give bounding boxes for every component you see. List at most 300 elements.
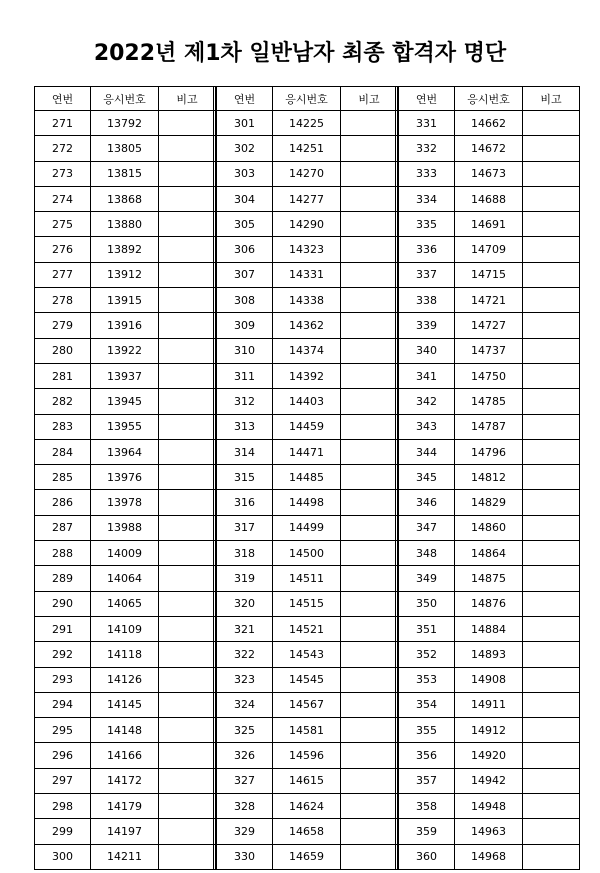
- serial-number-cell: 313: [217, 414, 273, 439]
- serial-number-cell: 338: [399, 288, 455, 313]
- remarks-cell: [341, 718, 398, 743]
- table-row: [35, 768, 216, 793]
- table-header-row: [217, 87, 398, 111]
- serial-number-cell: 292: [35, 642, 91, 667]
- exam-number-cell: 13912: [91, 262, 159, 287]
- serial-number-cell: 304: [217, 186, 273, 211]
- remarks-cell: [523, 439, 580, 464]
- serial-number-cell: 317: [217, 515, 273, 540]
- table-row: [399, 692, 580, 717]
- exam-number-cell: 14225: [273, 111, 341, 136]
- table-row: [35, 667, 216, 692]
- remarks-cell: [159, 136, 216, 161]
- serial-number-cell: 284: [35, 439, 91, 464]
- table-row: [217, 718, 398, 743]
- exam-number-cell: 13945: [91, 389, 159, 414]
- serial-number-cell: 285: [35, 465, 91, 490]
- remarks-cell: [341, 439, 398, 464]
- exam-number-cell: 14596: [273, 743, 341, 768]
- serial-number-cell: 328: [217, 794, 273, 819]
- serial-number-cell: 310: [217, 338, 273, 363]
- exam-number-cell: 14968: [455, 844, 523, 869]
- header-exam-number: 응시번호: [91, 87, 159, 111]
- remarks-cell: [523, 642, 580, 667]
- exam-number-cell: 14884: [455, 616, 523, 641]
- header-remarks: 비고: [159, 87, 216, 111]
- table-row: [399, 338, 580, 363]
- exam-number-cell: 13955: [91, 414, 159, 439]
- serial-number-cell: 277: [35, 262, 91, 287]
- serial-number-cell: 282: [35, 389, 91, 414]
- remarks-cell: [523, 186, 580, 211]
- table-row: [399, 718, 580, 743]
- remarks-cell: [159, 313, 216, 338]
- serial-number-cell: 291: [35, 616, 91, 641]
- remarks-cell: [341, 465, 398, 490]
- header-remarks: 비고: [341, 87, 398, 111]
- table-row: [399, 389, 580, 414]
- exam-number-cell: 14662: [455, 111, 523, 136]
- remarks-cell: [341, 642, 398, 667]
- table-row: [217, 389, 398, 414]
- remarks-cell: [159, 692, 216, 717]
- table-row: [399, 288, 580, 313]
- exam-number-cell: 14812: [455, 465, 523, 490]
- remarks-cell: [341, 237, 398, 262]
- exam-number-cell: 14251: [273, 136, 341, 161]
- exam-number-cell: 14750: [455, 363, 523, 388]
- remarks-cell: [341, 591, 398, 616]
- remarks-cell: [523, 743, 580, 768]
- page-title: 2022년 제1차 일반남자 최종 합격자 명단: [93, 41, 507, 66]
- serial-number-cell: 305: [217, 212, 273, 237]
- serial-number-cell: 353: [399, 667, 455, 692]
- table-row: [35, 819, 216, 844]
- remarks-cell: [341, 515, 398, 540]
- exam-number-cell: 14545: [273, 667, 341, 692]
- table-row: [217, 844, 398, 869]
- serial-number-cell: 314: [217, 439, 273, 464]
- table-row: [35, 465, 216, 490]
- serial-number-cell: 351: [399, 616, 455, 641]
- exam-number-cell: 14920: [455, 743, 523, 768]
- exam-number-cell: 14009: [91, 541, 159, 566]
- header-serial-number: 연번: [217, 87, 273, 111]
- remarks-cell: [341, 768, 398, 793]
- remarks-cell: [159, 844, 216, 869]
- remarks-cell: [159, 591, 216, 616]
- serial-number-cell: 350: [399, 591, 455, 616]
- table-row: [399, 111, 580, 136]
- table-row: [35, 111, 216, 136]
- exam-number-cell: 14691: [455, 212, 523, 237]
- table-row: [35, 136, 216, 161]
- serial-number-cell: 315: [217, 465, 273, 490]
- remarks-cell: [159, 490, 216, 515]
- exam-number-cell: 14290: [273, 212, 341, 237]
- remarks-cell: [341, 844, 398, 869]
- table-row: [399, 136, 580, 161]
- exam-number-cell: 13815: [91, 161, 159, 186]
- table-row: [35, 718, 216, 743]
- exam-number-cell: 14166: [91, 743, 159, 768]
- header-exam-number: 응시번호: [455, 87, 523, 111]
- remarks-cell: [159, 667, 216, 692]
- exam-number-cell: 14277: [273, 186, 341, 211]
- serial-number-cell: 290: [35, 591, 91, 616]
- table-row: [35, 566, 216, 591]
- remarks-cell: [341, 288, 398, 313]
- table-row: [399, 794, 580, 819]
- table-row: [399, 465, 580, 490]
- table-row: [399, 262, 580, 287]
- serial-number-cell: 295: [35, 718, 91, 743]
- exam-number-cell: 14485: [273, 465, 341, 490]
- serial-number-cell: 279: [35, 313, 91, 338]
- serial-number-cell: 294: [35, 692, 91, 717]
- serial-number-cell: 318: [217, 541, 273, 566]
- exam-number-cell: 14515: [273, 591, 341, 616]
- exam-number-cell: 14688: [455, 186, 523, 211]
- serial-number-cell: 297: [35, 768, 91, 793]
- remarks-cell: [159, 389, 216, 414]
- exam-number-cell: 14942: [455, 768, 523, 793]
- table-row: [35, 642, 216, 667]
- table-row: [399, 844, 580, 869]
- serial-number-cell: 354: [399, 692, 455, 717]
- table-row: [35, 616, 216, 641]
- exam-number-cell: 14211: [91, 844, 159, 869]
- serial-number-cell: 360: [399, 844, 455, 869]
- exam-number-cell: 14672: [455, 136, 523, 161]
- remarks-cell: [159, 262, 216, 287]
- table-row: [217, 490, 398, 515]
- exam-number-cell: 14796: [455, 439, 523, 464]
- exam-number-cell: 14829: [455, 490, 523, 515]
- remarks-cell: [523, 363, 580, 388]
- remarks-cell: [523, 541, 580, 566]
- remarks-cell: [341, 363, 398, 388]
- exam-number-cell: 14860: [455, 515, 523, 540]
- remarks-cell: [341, 161, 398, 186]
- table-row: [217, 819, 398, 844]
- remarks-cell: [341, 313, 398, 338]
- serial-number-cell: 327: [217, 768, 273, 793]
- remarks-cell: [159, 642, 216, 667]
- remarks-cell: [159, 718, 216, 743]
- header-exam-number: 응시번호: [273, 87, 341, 111]
- table-row: [217, 591, 398, 616]
- exam-number-cell: 13976: [91, 465, 159, 490]
- serial-number-cell: 276: [35, 237, 91, 262]
- exam-number-cell: 14065: [91, 591, 159, 616]
- header-serial-number: 연번: [399, 87, 455, 111]
- exam-number-cell: 13937: [91, 363, 159, 388]
- table-row: [35, 313, 216, 338]
- exam-number-cell: 14785: [455, 389, 523, 414]
- table-row: [35, 794, 216, 819]
- remarks-cell: [523, 313, 580, 338]
- serial-number-cell: 316: [217, 490, 273, 515]
- serial-number-cell: 330: [217, 844, 273, 869]
- table-row: [399, 212, 580, 237]
- serial-number-cell: 323: [217, 667, 273, 692]
- serial-number-cell: 357: [399, 768, 455, 793]
- table-row: [35, 161, 216, 186]
- exam-number-cell: 14615: [273, 768, 341, 793]
- exam-number-cell: 14709: [455, 237, 523, 262]
- table-row: [399, 186, 580, 211]
- serial-number-cell: 274: [35, 186, 91, 211]
- exam-number-cell: 14963: [455, 819, 523, 844]
- exam-number-cell: 14126: [91, 667, 159, 692]
- table-row: [399, 642, 580, 667]
- exam-number-cell: 14499: [273, 515, 341, 540]
- exam-number-cell: 14323: [273, 237, 341, 262]
- table-row: [217, 794, 398, 819]
- table-row: [35, 212, 216, 237]
- table-row: [217, 743, 398, 768]
- table-row: [217, 692, 398, 717]
- serial-number-cell: 288: [35, 541, 91, 566]
- remarks-cell: [341, 692, 398, 717]
- table-header-row: [399, 87, 580, 111]
- serial-number-cell: 339: [399, 313, 455, 338]
- remarks-cell: [523, 566, 580, 591]
- remarks-cell: [341, 262, 398, 287]
- serial-number-cell: 320: [217, 591, 273, 616]
- exam-number-cell: 13868: [91, 186, 159, 211]
- remarks-cell: [159, 363, 216, 388]
- remarks-cell: [341, 794, 398, 819]
- serial-number-cell: 302: [217, 136, 273, 161]
- serial-number-cell: 271: [35, 111, 91, 136]
- remarks-cell: [341, 541, 398, 566]
- serial-number-cell: 335: [399, 212, 455, 237]
- serial-number-cell: 343: [399, 414, 455, 439]
- table-row: [35, 338, 216, 363]
- remarks-cell: [159, 288, 216, 313]
- serial-number-cell: 340: [399, 338, 455, 363]
- exam-number-cell: 14908: [455, 667, 523, 692]
- table-row: [217, 465, 398, 490]
- table-row: [35, 844, 216, 869]
- table-row: [399, 566, 580, 591]
- remarks-cell: [159, 541, 216, 566]
- table-row: [217, 642, 398, 667]
- remarks-cell: [159, 819, 216, 844]
- exam-number-cell: 14498: [273, 490, 341, 515]
- remarks-cell: [523, 262, 580, 287]
- serial-number-cell: 334: [399, 186, 455, 211]
- table-row: [399, 490, 580, 515]
- table-row: [35, 743, 216, 768]
- table-row: [217, 616, 398, 641]
- serial-number-cell: 356: [399, 743, 455, 768]
- exam-number-cell: 14659: [273, 844, 341, 869]
- serial-number-cell: 341: [399, 363, 455, 388]
- table-row: [399, 768, 580, 793]
- remarks-cell: [159, 743, 216, 768]
- exam-number-cell: 14787: [455, 414, 523, 439]
- table-row: [217, 768, 398, 793]
- exam-number-cell: 14172: [91, 768, 159, 793]
- remarks-cell: [159, 338, 216, 363]
- serial-number-cell: 275: [35, 212, 91, 237]
- table-row: [35, 186, 216, 211]
- exam-number-cell: 14543: [273, 642, 341, 667]
- remarks-cell: [341, 667, 398, 692]
- table-row: [217, 111, 398, 136]
- exam-number-cell: 14948: [455, 794, 523, 819]
- remarks-cell: [341, 490, 398, 515]
- results-table-3: [398, 86, 580, 870]
- table-row: [217, 136, 398, 161]
- table-row: [399, 667, 580, 692]
- remarks-cell: [523, 591, 580, 616]
- remarks-cell: [159, 616, 216, 641]
- serial-number-cell: 289: [35, 566, 91, 591]
- remarks-cell: [159, 794, 216, 819]
- remarks-cell: [523, 718, 580, 743]
- table-row: [217, 667, 398, 692]
- exam-number-cell: 14270: [273, 161, 341, 186]
- remarks-cell: [523, 844, 580, 869]
- table-row: [399, 439, 580, 464]
- exam-number-cell: 14658: [273, 819, 341, 844]
- serial-number-cell: 325: [217, 718, 273, 743]
- results-table-2: [216, 86, 398, 870]
- table-row: [35, 363, 216, 388]
- table-row: [35, 389, 216, 414]
- exam-number-cell: 13988: [91, 515, 159, 540]
- remarks-cell: [523, 616, 580, 641]
- remarks-cell: [341, 616, 398, 641]
- exam-number-cell: 13915: [91, 288, 159, 313]
- serial-number-cell: 309: [217, 313, 273, 338]
- serial-number-cell: 348: [399, 541, 455, 566]
- remarks-cell: [159, 465, 216, 490]
- serial-number-cell: 337: [399, 262, 455, 287]
- exam-number-cell: 14374: [273, 338, 341, 363]
- serial-number-cell: 347: [399, 515, 455, 540]
- exam-number-cell: 14471: [273, 439, 341, 464]
- exam-number-cell: 14864: [455, 541, 523, 566]
- table-row: [399, 591, 580, 616]
- serial-number-cell: 273: [35, 161, 91, 186]
- exam-number-cell: 14721: [455, 288, 523, 313]
- table-row: [35, 692, 216, 717]
- serial-number-cell: 359: [399, 819, 455, 844]
- serial-number-cell: 333: [399, 161, 455, 186]
- serial-number-cell: 307: [217, 262, 273, 287]
- serial-number-cell: 329: [217, 819, 273, 844]
- serial-number-cell: 301: [217, 111, 273, 136]
- exam-number-cell: 14338: [273, 288, 341, 313]
- serial-number-cell: 278: [35, 288, 91, 313]
- table-row: [399, 743, 580, 768]
- table-row: [399, 161, 580, 186]
- exam-number-cell: 14727: [455, 313, 523, 338]
- serial-number-cell: 308: [217, 288, 273, 313]
- exam-number-cell: 14109: [91, 616, 159, 641]
- exam-number-cell: 13916: [91, 313, 159, 338]
- remarks-cell: [523, 212, 580, 237]
- remarks-cell: [523, 515, 580, 540]
- exam-number-cell: 14145: [91, 692, 159, 717]
- serial-number-cell: 272: [35, 136, 91, 161]
- table-row: [217, 288, 398, 313]
- serial-number-cell: 303: [217, 161, 273, 186]
- remarks-cell: [523, 692, 580, 717]
- remarks-cell: [523, 136, 580, 161]
- table-row: [217, 212, 398, 237]
- remarks-cell: [341, 743, 398, 768]
- table-row: [217, 186, 398, 211]
- remarks-cell: [523, 490, 580, 515]
- table-row: [217, 515, 398, 540]
- remarks-cell: [523, 465, 580, 490]
- results-table-1: [34, 86, 216, 870]
- remarks-cell: [159, 414, 216, 439]
- table-row: [399, 541, 580, 566]
- serial-number-cell: 344: [399, 439, 455, 464]
- serial-number-cell: 346: [399, 490, 455, 515]
- serial-number-cell: 312: [217, 389, 273, 414]
- table-row: [399, 515, 580, 540]
- remarks-cell: [159, 439, 216, 464]
- exam-number-cell: 14737: [455, 338, 523, 363]
- table-row: [217, 313, 398, 338]
- exam-number-cell: 14331: [273, 262, 341, 287]
- table-row: [399, 363, 580, 388]
- exam-number-cell: 14624: [273, 794, 341, 819]
- table-row: [217, 566, 398, 591]
- remarks-cell: [523, 414, 580, 439]
- serial-number-cell: 322: [217, 642, 273, 667]
- serial-number-cell: 331: [399, 111, 455, 136]
- exam-number-cell: 14064: [91, 566, 159, 591]
- table-row: [217, 414, 398, 439]
- remarks-cell: [523, 389, 580, 414]
- table-header-row: [35, 87, 216, 111]
- remarks-cell: [159, 212, 216, 237]
- exam-number-cell: 14673: [455, 161, 523, 186]
- exam-number-cell: 14148: [91, 718, 159, 743]
- remarks-cell: [159, 186, 216, 211]
- table-row: [399, 819, 580, 844]
- serial-number-cell: 281: [35, 363, 91, 388]
- table-row: [35, 541, 216, 566]
- exam-number-cell: 14715: [455, 262, 523, 287]
- remarks-cell: [341, 389, 398, 414]
- remarks-cell: [341, 414, 398, 439]
- header-remarks: 비고: [523, 87, 580, 111]
- exam-number-cell: 14912: [455, 718, 523, 743]
- remarks-cell: [523, 667, 580, 692]
- remarks-cell: [159, 161, 216, 186]
- serial-number-cell: 299: [35, 819, 91, 844]
- remarks-cell: [159, 566, 216, 591]
- exam-number-cell: 14500: [273, 541, 341, 566]
- exam-number-cell: 14521: [273, 616, 341, 641]
- serial-number-cell: 286: [35, 490, 91, 515]
- remarks-cell: [341, 136, 398, 161]
- serial-number-cell: 280: [35, 338, 91, 363]
- serial-number-cell: 311: [217, 363, 273, 388]
- serial-number-cell: 283: [35, 414, 91, 439]
- remarks-cell: [523, 288, 580, 313]
